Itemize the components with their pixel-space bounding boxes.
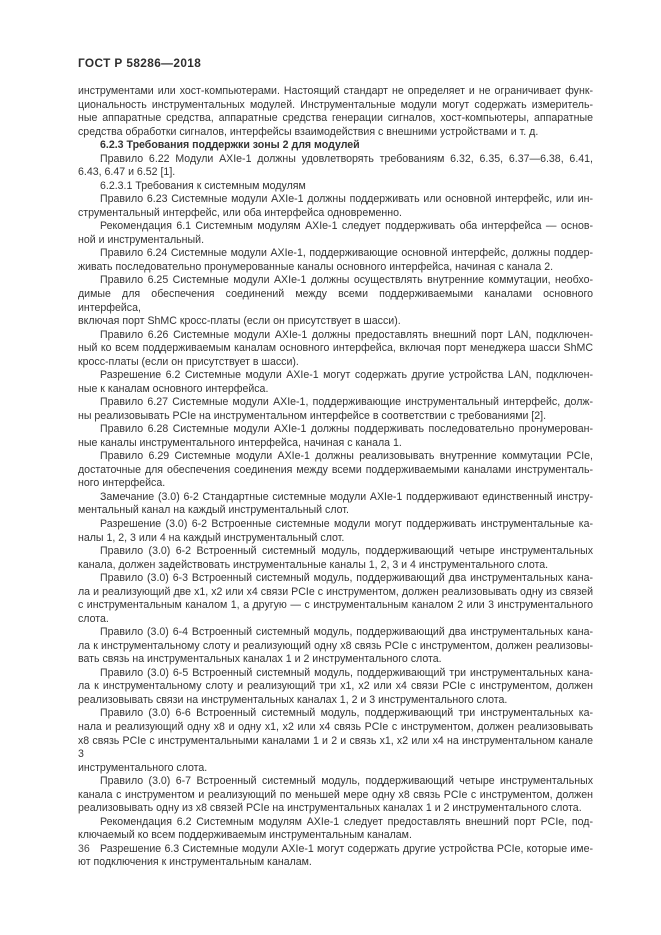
text-line: средства обработки сигналов, интерфейсы взаимодействия с внешними устройствами и т. д. bbox=[78, 125, 539, 138]
text-line: слота. bbox=[78, 612, 109, 625]
permission-6-3 bbox=[78, 843, 593, 870]
text-line: Правило 6.29 Системные модули AXIe-1 должны реализовывать внутренние коммутации PCIe, bbox=[100, 450, 593, 463]
rule-6-23 bbox=[78, 193, 593, 220]
rule-6-28 bbox=[78, 423, 593, 450]
text-line: достаточные для обеспечения соединения между всеми поддерживаемыми каналами инструменталь- bbox=[78, 463, 593, 476]
text-line: Рекомендация 6.1 Системным модулям AXIe-1 следует поддерживать оба интерфейса — основ- bbox=[100, 220, 593, 233]
text-line: ла к инструментальному слоту и реализующий одну x8 связь PCIe с инструментом, должен реализовы- bbox=[78, 639, 593, 652]
text-line: Рекомендация 6.2 Системным модулям AXIe-1 следует предоставлять внешний порт PCIe, под- bbox=[100, 815, 593, 828]
text-line: вать связь на инструментальных каналах 1 и 2 инструментального слота. bbox=[78, 653, 442, 666]
text-line: Правило (3.0) 6-4 Встроенный системный модуль, поддерживающий два инструментальных кана- bbox=[100, 626, 593, 639]
heading-6-2-3 bbox=[78, 139, 593, 153]
text-line: x8 связь PCIe с инструментальными каналами 1 и 2 и связь x1, x2 или x4 на инструментальном канале 3 bbox=[78, 734, 593, 761]
text-line: Правило (3.0) 6-6 Встроенный системный модуль, поддерживающий три инструментальных ка- bbox=[100, 707, 593, 720]
text-line: ключаемый ко всем поддерживаемым инструментальным каналам. bbox=[78, 829, 412, 842]
rule-3-0-6-5 bbox=[78, 667, 593, 708]
text-line: Разрешение 6.2 Системные модули AXIe-1 могут содержать другие устройства LAN, подключен- bbox=[100, 369, 593, 382]
text-line: 6.43, 6.47 и 6.52 [1]. bbox=[78, 166, 176, 179]
note-3-0-6-2 bbox=[78, 491, 593, 518]
text-line: Правило (3.0) 6-3 Встроенный системный модуль, поддерживающий два инструментальных кана- bbox=[100, 572, 593, 585]
text-line: реализовывать связи на инструментальных каналах 1, 2 и 3 инструментального слота. bbox=[78, 693, 508, 706]
page-number: 36 bbox=[78, 843, 90, 855]
text-line: включая порт ShMC кросс-платы (если он присутствует в шасси). bbox=[78, 315, 401, 328]
text-line: ют подключения к инструментальным каналам. bbox=[78, 856, 312, 869]
rule-6-27 bbox=[78, 396, 593, 423]
text-line: ный ко всем поддерживаемым каналам основного интерфейса, включая порт менеджера шасси ShMC bbox=[78, 342, 593, 355]
heading-6-2-3-1 bbox=[78, 180, 593, 194]
text-line: 6.2.3.1 Требования к системным модулям bbox=[100, 179, 306, 192]
text-line: Замечание (3.0) 6-2 Стандартные системные модули AXIe-1 поддерживают единственный инстру- bbox=[100, 490, 593, 503]
text-line: Правило 6.27 Системные модули AXIe-1, поддерживающие инструментальный интерфейс, долж- bbox=[100, 396, 593, 409]
text-line: циональность инструментальных модулей. Инструментальные модули могут содержать измеритель- bbox=[78, 98, 593, 111]
rule-6-24 bbox=[78, 247, 593, 274]
rule-3-0-6-3 bbox=[78, 572, 593, 626]
text-line: нала и реализующий одну x8 и одну x1, x2 или x4 связь PCIe с инструментом, должен реализовывать bbox=[78, 720, 593, 733]
rule-6-26 bbox=[78, 329, 593, 370]
text-line: Правило (3.0) 6-7 Встроенный системный модуль, поддерживающий четыре инструментальных bbox=[100, 775, 593, 788]
text-line: ные каналы инструментального интерфейса, начиная с канала 1. bbox=[78, 436, 402, 449]
permission-6-2 bbox=[78, 369, 593, 396]
text-line: канала, должен задействовать инструментальные каналы 1, 2, 3 и 4 инструментального слота. bbox=[78, 558, 549, 571]
text-line: живать последовательно пронумерованные каналы основного интерфейса, начиная с канала 2. bbox=[78, 260, 554, 273]
recommendation-6-2 bbox=[78, 816, 593, 843]
text-line: ного интерфейса. bbox=[78, 477, 166, 490]
text-line: ные аппаратные средства, аппаратные средства генерации сигналов, хост-компьютеры, аппаратные bbox=[78, 112, 593, 125]
rule-3-0-6-4 bbox=[78, 626, 593, 667]
text-line: Правило 6.25 Системные модули AXIe-1 должны осуществлять внутренние коммутации, необхо- bbox=[100, 274, 593, 287]
text-line: Правило (3.0) 6-5 Встроенный системный модуль, поддерживающий три инструментальных кана- bbox=[100, 666, 593, 679]
text-line: ны реализовывать PCIe на инструментальном интерфейсе в соответствии с требованиями [2]. bbox=[78, 409, 547, 422]
text-line: 6.2.3 Требования поддержки зоны 2 для модулей bbox=[100, 139, 360, 152]
text-line: инструментами или хост-компьютерами. Настоящий стандарт не определяет и не ограничивает функ- bbox=[78, 85, 593, 97]
text-line: димые для обеспечения соединений между всеми поддерживаемыми каналами основного интерфейса, bbox=[78, 287, 593, 314]
text-line: Правило 6.22 Модули AXIe-1 должны удовлетворять требованиям 6.32, 6.35, 6.37—6.38, 6.41, bbox=[100, 152, 593, 165]
text-line: ла и реализующий две x1, x2 или x4 связи PCIe с инструментом, должен реализовывать одну из связей bbox=[78, 585, 593, 598]
text-line: Разрешение (3.0) 6-2 Встроенные системные модули могут поддерживать инструментальные ка- bbox=[100, 518, 593, 530]
text-line: с инструментальным каналом 1, а другую — с инструментальным каналом 2 или 3 инструментального bbox=[78, 599, 593, 612]
document-body bbox=[78, 85, 593, 870]
text-line: канала с инструментом и реализующий по меньшей мере одну x8 связь PCIe с инструментом, должен bbox=[78, 788, 593, 801]
paragraph-intro-continuation bbox=[78, 85, 593, 139]
rule-6-29 bbox=[78, 450, 593, 491]
text-line: налы 1, 2, 3 или 4 на каждый инструментальный слот. bbox=[78, 531, 345, 544]
text-line: реализовывать одну из x8 связей PCIe на инструментальных каналах 1 и 2 инструментального слота. bbox=[78, 802, 582, 815]
recommendation-6-1 bbox=[78, 220, 593, 247]
rule-6-22 bbox=[78, 153, 593, 180]
text-line: ные к каналам основного интерфейса. bbox=[78, 382, 269, 395]
text-line: кросс-платы (если он присутствует в шасси). bbox=[78, 355, 299, 368]
text-line: струментальный интерфейс, или оба интерфейса одновременно. bbox=[78, 206, 402, 219]
text-line: Правило 6.23 Системные модули AXIe-1 должны поддерживать или основной интерфейс, или ин- bbox=[100, 193, 593, 206]
text-line: Правило (3.0) 6-2 Встроенный системный модуль, поддерживающий четыре инструментальных bbox=[100, 545, 593, 558]
rule-3-0-6-6 bbox=[78, 707, 593, 775]
text-line: Правило 6.26 Системные модули AXIe-1 должны предоставлять внешний порт LAN, подключен- bbox=[100, 328, 593, 341]
rule-3-0-6-2 bbox=[78, 545, 593, 572]
text-line: Разрешение 6.3 Системные модули AXIe-1 могут содержать другие устройства PCIe, которые име- bbox=[100, 842, 593, 855]
text-line: ментальный канал на каждый инструментальный слот. bbox=[78, 504, 349, 517]
rule-6-25 bbox=[78, 274, 593, 328]
text-line: инструментального слота. bbox=[78, 761, 208, 774]
text-line: Правило 6.24 Системные модули AXIe-1, поддерживающие основной интерфейс, должны поддер- bbox=[100, 247, 593, 260]
text-line: ной и инструментальный. bbox=[78, 233, 205, 246]
rule-3-0-6-7 bbox=[78, 775, 593, 816]
text-line: ла к инструментальному слоту и реализующий три x1, x2 или x4 связи PCIe с инструментом, должен bbox=[78, 680, 593, 693]
text-line: Правило 6.28 Системные модули AXIe-1 должны поддерживать последовательно пронумерован- bbox=[100, 423, 593, 436]
document-header-standard-number: ГОСТ Р 58286—2018 bbox=[78, 56, 202, 70]
permission-3-0-6-2 bbox=[78, 518, 593, 545]
